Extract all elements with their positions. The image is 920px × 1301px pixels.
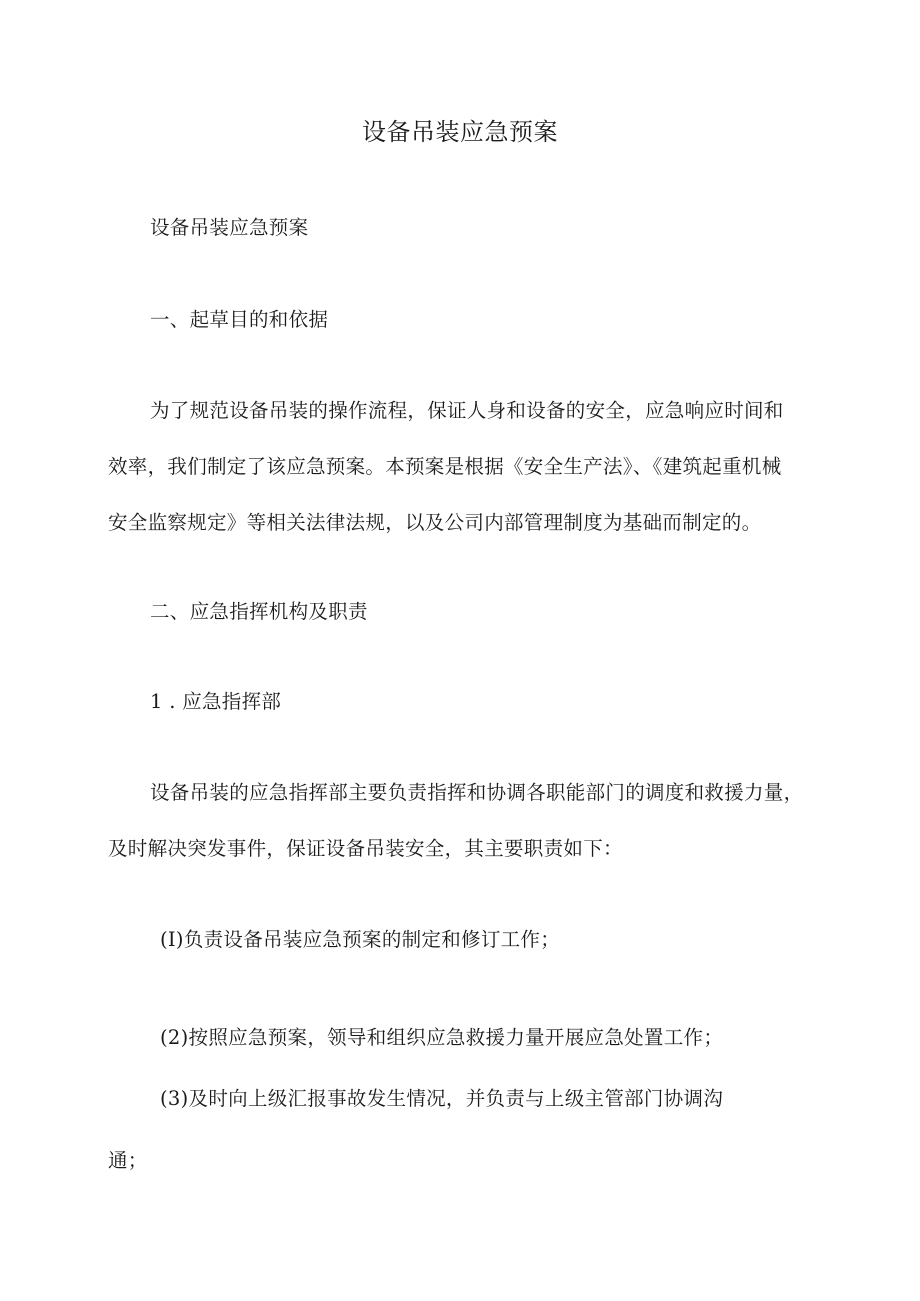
section-1-paragraph-line-3: 安全监察规定》等相关法律法规，以及公司内部管理制度为基础而制定的。	[108, 511, 762, 534]
duty-item-1: (I)负责设备吊装应急预案的制定和修订工作；	[160, 928, 561, 951]
duty-item-3: (3)及时向上级汇报事故发生情况，并负责与上级主管部门协调沟	[160, 1087, 724, 1110]
duty-item-3-continuation: 通；	[108, 1149, 148, 1172]
subsection-1-heading: 1 . 应急指挥部	[150, 690, 282, 713]
document-title: 设备吊装应急预案	[362, 118, 558, 146]
section-1-heading: 一、起草目的和依据	[150, 308, 329, 331]
section-2-heading: 二、应急指挥机构及职责	[150, 600, 368, 623]
document-subtitle: 设备吊装应急预案	[150, 216, 309, 239]
duty-item-2: (2)按照应急预案，领导和组织应急救援力量开展应急处置工作；	[160, 1026, 724, 1049]
section-1-paragraph-line-2: 效率，我们制定了该应急预案。本预案是根据《安全生产法》、《建筑起重机械	[108, 455, 782, 478]
subsection-1-paragraph-line-1: 设备吊装的应急指挥部主要负责指挥和协调各职能部门的调度和救援力量，	[150, 781, 804, 804]
subsection-1-paragraph-line-2: 及时解决突发事件，保证设备吊装安全，其主要职责如下：	[108, 837, 623, 860]
section-1-paragraph-line-1: 为了规范设备吊装的操作流程，保证人身和设备的安全，应急响应时间和	[150, 399, 784, 422]
